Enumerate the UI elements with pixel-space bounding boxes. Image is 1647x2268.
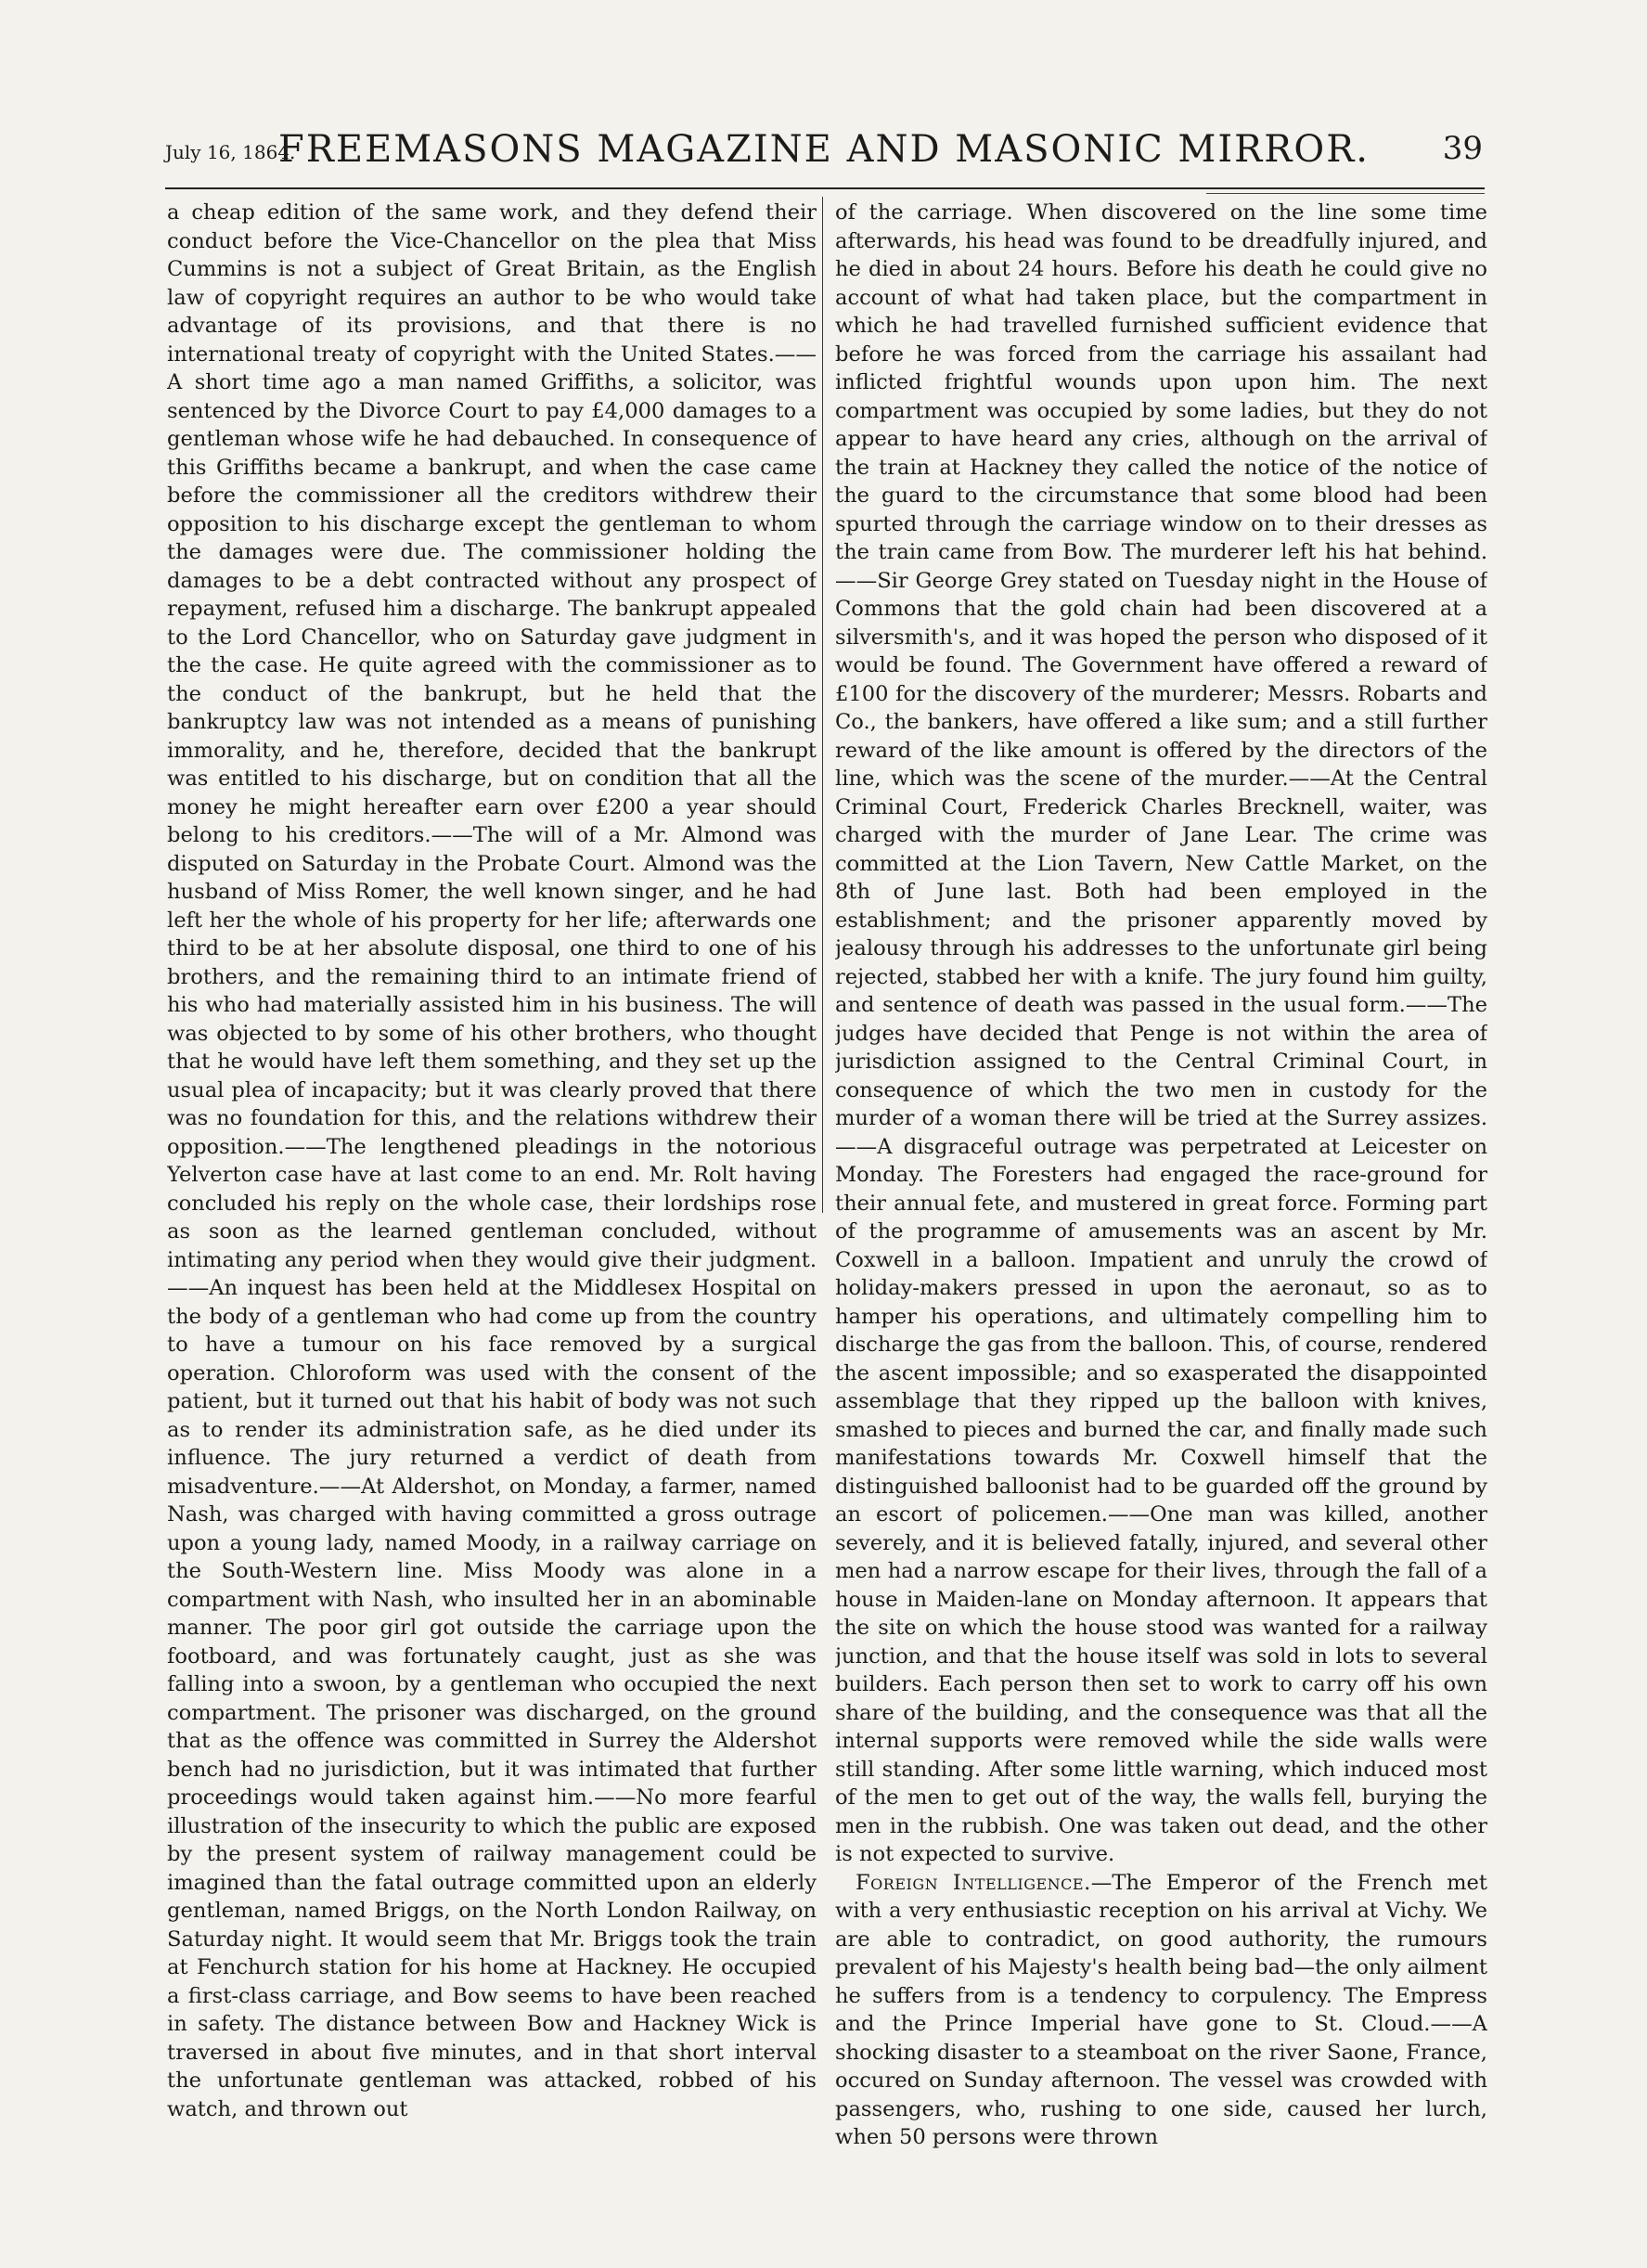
page-header <box>165 128 1483 180</box>
foreign-intelligence-text: —The Emperor of the French met with a very enthusiastic reception on his arrival at Vichy. We are able to contradict, on good authority, the rumours prevalent of his Majesty's health being bad—the only ailment he suffers from is a tendency to corpulency. The Empress and the Prince Imperial have gone to St. Cloud.——A shocking disaster to a steamboat on the river Saone, France, occured on Sunday afternoon. The vessel was crowded with passengers, who, rushing to one side, caused her lurch, when 50 persons were thrown <box>835 1870 1487 2149</box>
magazine-title: FREEMASONS MAGAZINE AND MASONIC MIRROR. <box>277 128 1370 171</box>
column-divider <box>822 197 823 1213</box>
issue-date: July 16, 1864. <box>165 141 296 163</box>
page-number: 39 <box>1442 130 1483 167</box>
right-column-text: of the carriage. When discovered on the line some time afterwards, his head was found to be dreadfully injured, and he died in about 24 hours. Before his death he could give no account of what had taken place, but the compartment in which he had travelled furnished sufficient evidence that before he was forced from the carriage his assailant had inflicted frightful wounds upon upon him. The next compartment was occupied by some ladies, but they do not appear to have heard any cries, although on the arrival of the train at Hackney they called the notice of the notice of the guard to the circumstance that some blood had been spurted through the carriage window on to their dresses as the train came from Bow. The murderer left his hat behind.——Sir George Grey stated on Tuesday night in the House of Commons that the gold chain had been discovered at a silversmith's, and it was hoped the person who disposed of it would be found. The Government have offered a reward of £100 for the discovery of the murderer; Messrs. Robarts and Co., the bankers, have offered a like sum; and a still further reward of the like amount is offered by the directors of the line, which was the scene of the murder.——At the Central Criminal Court, Frederick Charles Brecknell, waiter, was charged with the murder of Jane Lear. The crime was committed at the Lion Tavern, New Cattle Market, on the 8th of June last. Both had been employed in the establishment; and the prisoner apparently moved by jealousy through his addresses to the unfortunate girl being rejected, stabbed her with a knife. The jury found him guilty, and sentence of death was passed in the usual form.——The judges have decided that Penge is not within the area of jurisdiction assigned to the Central Criminal Court, in consequence of which the two men in custody for the murder of a woman there will be tried at the Surrey assizes.——A disgraceful outrage was perpetrated at Leicester on Monday. The Foresters had engaged the race-ground for their annual fete, and mustered in great force. Forming part of the programme of amusements was an ascent by Mr. Coxwell in a balloon. Impatient and unruly the crowd of holiday-makers pressed in upon the aeronaut, so as to hamper his operations, and ultimately compelling him to discharge the gas from the balloon. This, of course, rendered the ascent impossible; and so exasperated the disappointed assemblage that they ripped up the balloon with knives, smashed to pieces and burned the car, and finally made such manifestations towards Mr. Coxwell himself that the distinguished balloonist had to be guarded off the ground by an escort of policemen.——One man was killed, another severely, and it is believed fatally, injured, and several other men had a narrow escape for their lives, through the fall of a house in Maiden-lane on Monday afternoon. It appears that the site on which the house stood was wanted for a railway junction, and that the house itself was sold in lots to several builders. Each person then set to work to carry off his own share of the building, and the consequence was that all the internal supports were removed while the side walls were still standing. After some little warning, which induced most of the men to get out of the way, the walls fell, burying the men in the rubbish. One was taken out dead, and the other is not expected to survive. <box>835 200 1487 1866</box>
foreign-intelligence-paragraph <box>835 1869 1487 2152</box>
left-column <box>167 199 817 2231</box>
right-column <box>835 199 1487 2231</box>
left-column-text: a cheap edition of the same work, and they defend their conduct before the Vice-Chancellor on the plea that Miss Cummins is not a subject of Great Britain, as the English law of copyright requires an author to be who would take advantage of its provisions, and that there is no international treaty of copyright with the United States.——A short time ago a man named Griffiths, a solicitor, was sentenced by the Divorce Court to pay £4,000 damages to a gentleman whose wife he had debauched. In consequence of this Griffiths became a bankrupt, and when the case came before the commissioner all the creditors withdrew their opposition to his discharge except the gentleman to whom the damages were due. The commissioner holding the damages to be a debt contracted without any prospect of repayment, refused him a discharge. The bankrupt appealed to the Lord Chancellor, who on Saturday gave judgment in the the case. He quite agreed with the commissioner as to the conduct of the bankrupt, but he held that the bankruptcy law was not intended as a means of punishing immorality, and he, therefore, decided that the bankrupt was entitled to his discharge, but on condition that all the money he might hereafter earn over £200 a year should belong to his creditors.——The will of a Mr. Almond was disputed on Saturday in the Probate Court. Almond was the husband of Miss Romer, the well known singer, and he had left her the whole of his property for her life; afterwards one third to be at her absolute disposal, one third to one of his brothers, and the remaining third to an intimate friend of his who had materially assisted him in his business. The will was objected to by some of his other brothers, who thought that he would have left them something, and they set up the usual plea of incapacity; but it was clearly proved that there was no foundation for this, and the relations withdrew their opposition.——The lengthened pleadings in the notorious Yelverton case have at last come to an end. Mr. Rolt having concluded his reply on the whole case, their lordships rose as soon as the learned gentleman concluded, without intimating any period when they would give their judgment.——An inquest has been held at the Middlesex Hospital on the body of a gentleman who had come up from the country to have a tumour on his face removed by a surgical operation. Chloroform was used with the consent of the patient, but it turned out that his habit of body was not such as to render its administration safe, as he died under its influence. The jury returned a verdict of death from misadventure.——At Aldershot, on Monday, a farmer, named Nash, was charged with having committed a gross outrage upon a young lady, named Moody, in a railway carriage on the South-Western line. Miss Moody was alone in a compartment with Nash, who insulted her in an abominable manner. The poor girl got outside the carriage upon the footboard, and was fortunately caught, just as she was falling into a swoon, by a gentleman who occupied the next compartment. The prisoner was discharged, on the ground that as the offence was committed in Surrey the Aldershot bench had no jurisdiction, but it was intimated that further proceedings would taken against him.——No more fearful illustration of the insecurity to which the public are exposed by the present system of railway management could be imagined than the fatal outrage committed upon an elderly gentleman, named Briggs, on the North London Railway, on Saturday night. It would seem that Mr. Briggs took the train at Fenchurch station for his home at Hackney. He occupied a first-class carriage, and Bow seems to have been reached in safety. The distance between Bow and Hackney Wick is traversed in about five minutes, and in that short interval the unfortunate gentleman was attacked, robbed of his watch, and thrown out <box>167 200 817 2121</box>
header-rule-short <box>1206 193 1485 194</box>
foreign-intelligence-heading: Foreign Intelligence. <box>856 1870 1091 1895</box>
header-rule <box>165 187 1485 189</box>
